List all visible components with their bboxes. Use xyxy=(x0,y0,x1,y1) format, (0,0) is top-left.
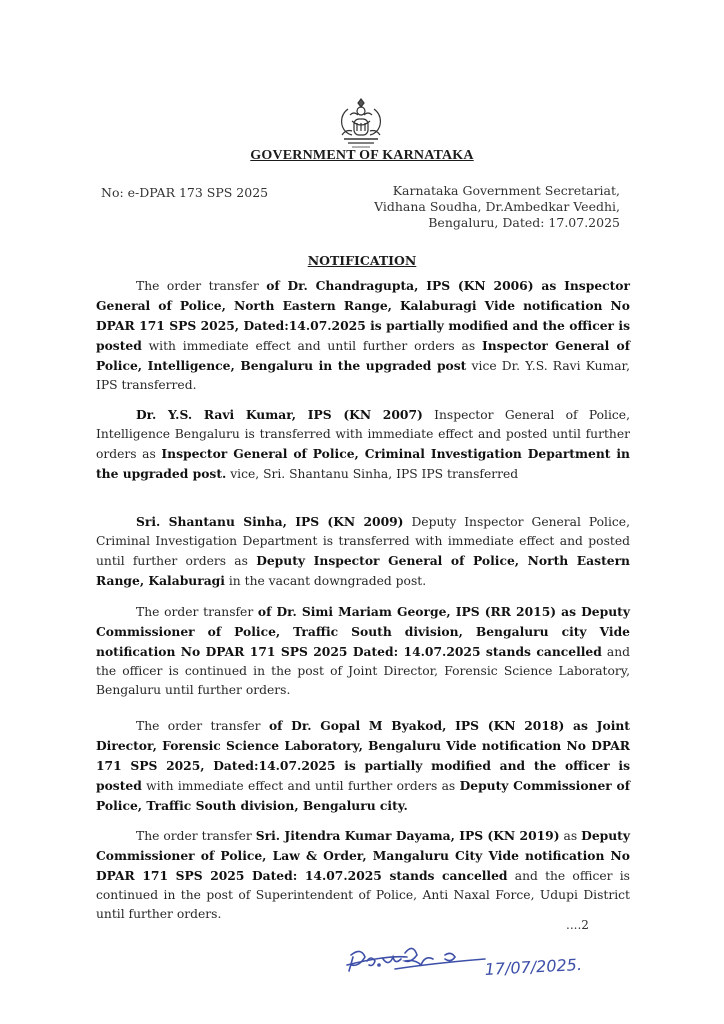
address-line: Vidhana Soudha, Dr.Ambedkar Veedhi, xyxy=(374,199,620,214)
bold-text-run: Sri. Jitendra Kumar Dayama, IPS (KN 2019) xyxy=(255,828,560,843)
text-run: as xyxy=(559,829,582,843)
bold-text-run: of Dr. Gopal M Byakod, IPS (KN 2018) as Joint Director, Forensic Science Laboratory, Bengaluru Vide notification No DPAR 171 SPS 2025, Dated:14.07.2025 is partially modified and the officer is posted xyxy=(96,718,630,793)
order-number: No: e-DPAR 173 SPS 2025 xyxy=(101,185,269,200)
text-run: and the officer is continued in the post of Joint Director, Forensic Science Laboratory, Bengaluru until further orders. xyxy=(96,645,630,697)
text-run: The order transfer xyxy=(136,605,258,619)
bold-text-run: Deputy Commissioner of Police, Law & Order, Mangaluru City Vide notification No DPAR 171 SPS 2025 Dated: 14.07.2025 stands cancelled xyxy=(96,828,631,883)
office-address xyxy=(374,183,620,231)
text-run: Deputy Inspector General Police, Criminal Investigation Department is transferred with immediate effect and posted until further orders as xyxy=(96,515,630,568)
notification-paragraph xyxy=(96,276,630,395)
bold-text-run: Inspector General of Police, Criminal Investigation Department in the upgraded post. xyxy=(96,446,630,481)
government-title: GOVERNMENT OF KARNATAKA xyxy=(250,148,474,163)
text-run: with immediate effect and until further orders as xyxy=(141,339,483,353)
text-run: The order transfer xyxy=(136,279,267,293)
notification-paragraph xyxy=(96,512,630,591)
handwritten-signature xyxy=(345,935,605,985)
notification-heading: NOTIFICATION xyxy=(307,253,417,268)
text-run: in the vacant downgraded post. xyxy=(224,574,427,588)
text-run: with immediate effect and until further orders as xyxy=(141,779,460,793)
signature-date: 17/07/2025. xyxy=(484,954,583,979)
address-line: Karnataka Government Secretariat, xyxy=(392,183,620,198)
bold-text-run: of Dr. Chandragupta, IPS (KN 2006) as Inspector General of Police, North Eastern Range, Kalaburagi Vide notification No DPAR 171 SPS 2025, Dated:14.07.2025 is partially modified and the officer is posted xyxy=(96,278,630,353)
karnataka-state-emblem-icon xyxy=(330,95,392,151)
text-run: The order transfer xyxy=(136,719,269,733)
bold-text-run: of Dr. Simi Mariam George, IPS (RR 2015) as Deputy Commissioner of Police, Traffic South division, Bengaluru city Vide notification No DPAR 171 SPS 2025 Dated: 14.07.2025 stands cancelled xyxy=(96,604,630,659)
text-run: The order transfer xyxy=(136,829,256,843)
text-run: Inspector General of Police, Intelligence Bengaluru is transferred with immediate effect and posted until further orders as xyxy=(96,408,630,461)
notification-paragraph xyxy=(96,716,630,816)
bold-text-run: Sri. Shantanu Sinha, IPS (KN 2009) xyxy=(136,514,404,529)
notification-paragraph xyxy=(96,602,630,700)
bold-text-run: Deputy Inspector General of Police, North Eastern Range, Kalaburagi xyxy=(96,553,630,588)
bold-text-run: Inspector General of Police, Intelligence, Bengaluru in the upgraded post xyxy=(96,338,631,373)
notification-paragraph xyxy=(96,405,630,484)
page-continuation-marker: ....2 xyxy=(566,918,589,932)
address-date-line: Bengaluru, Dated: 17.07.2025 xyxy=(428,215,620,230)
text-run: and the officer is continued in the post of Superintendent of Police, Anti Naxal Force, Udupi District until further orders. xyxy=(96,869,630,921)
text-run: vice Dr. Y.S. Ravi Kumar, IPS transferred. xyxy=(96,359,630,392)
notification-paragraph xyxy=(96,826,630,924)
bold-text-run: Dr. Y.S. Ravi Kumar, IPS (KN 2007) xyxy=(136,407,423,422)
text-run: vice, Sri. Shantanu Sinha, IPS IPS transferred xyxy=(226,467,519,481)
bold-text-run: Deputy Commissioner of Police, Traffic South division, Bengaluru city. xyxy=(96,778,630,813)
